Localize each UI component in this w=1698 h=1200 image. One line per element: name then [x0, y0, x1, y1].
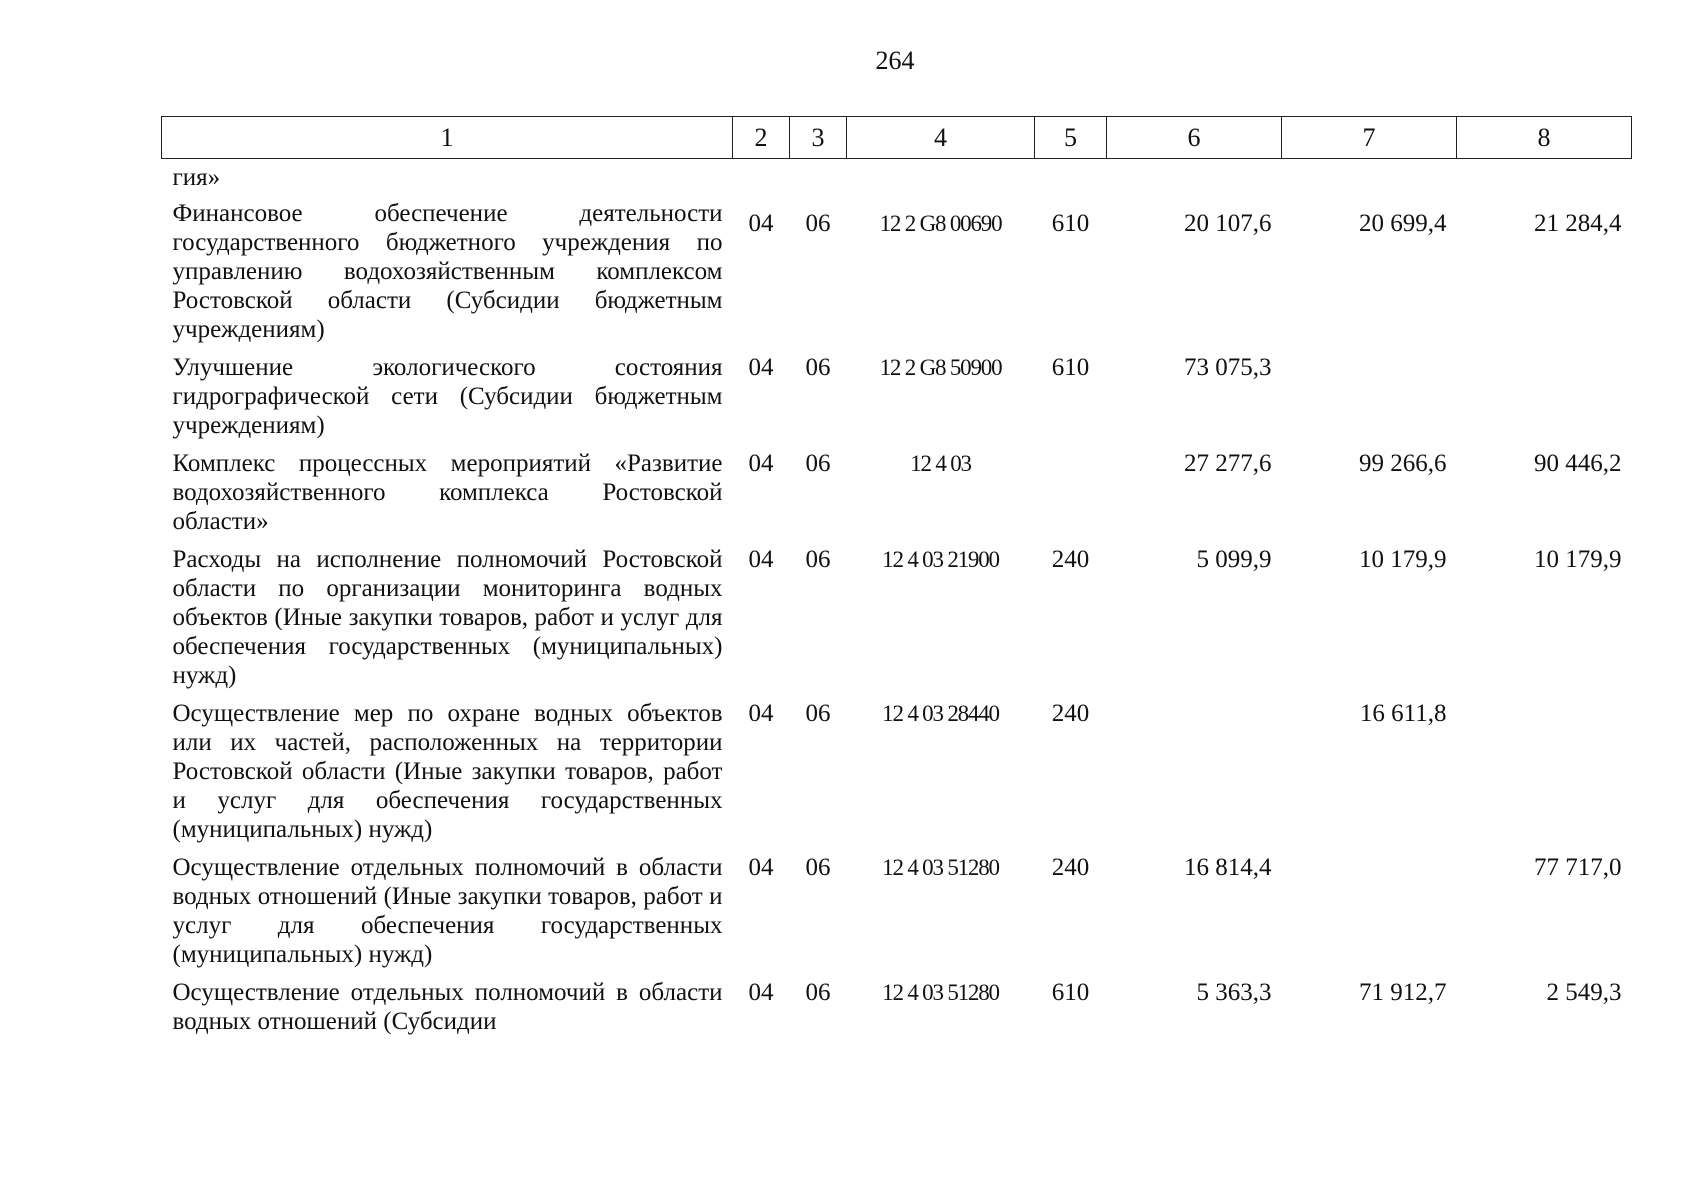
row-value-8: 2 549,3 [1546, 979, 1622, 1006]
row-section: 04 [748, 210, 774, 237]
table-row [162, 449, 1632, 545]
row-section: 04 [748, 700, 774, 727]
row-value-6: 27 277,6 [1184, 450, 1272, 477]
row-value-6: 73 075,3 [1184, 354, 1272, 381]
column-header: 5 [1035, 117, 1107, 159]
row-value-6: 5 099,9 [1196, 546, 1272, 573]
continuation-row [162, 159, 1632, 200]
row-target-code: 12 4 03 28440 [882, 701, 999, 726]
row-subsection: 06 [805, 354, 831, 381]
row-expense-type: 610 [1051, 354, 1090, 381]
row-name: Финансовое обеспечение деятельности государственного бюджетного учреждения по управлению водохозяйственным комплексом Ростовской области (Субсидии бюджетным учреждениям) [172, 200, 723, 343]
column-header: 3 [790, 117, 847, 159]
row-expense-type: 610 [1051, 979, 1090, 1006]
row-expense-type: 240 [1051, 546, 1090, 573]
row-value-8 [1457, 699, 1632, 853]
row-name: Расходы на исполнение полномочий Ростовской области по организации мониторинга водных объектов (Иные закупки товаров, работ и услуг для обеспечения государственных (муниципальных) нужд) [172, 546, 723, 689]
row-target-code: 12 2 G8 50900 [879, 355, 1002, 380]
row-target-code: 12 2 G8 00690 [879, 211, 1002, 236]
row-section: 04 [748, 854, 774, 881]
row-target-code: 12 4 03 51280 [882, 855, 999, 880]
row-value-8: 10 179,9 [1534, 546, 1622, 573]
column-header: 7 [1282, 117, 1457, 159]
table-row [162, 699, 1632, 853]
row-value-8: 77 717,0 [1534, 854, 1622, 881]
row-target-code: 12 4 03 51280 [882, 980, 999, 1005]
row-value-6: 20 107,6 [1184, 210, 1272, 237]
row-subsection: 06 [805, 210, 831, 237]
row-value-7 [1282, 353, 1457, 449]
row-subsection: 06 [805, 450, 831, 477]
row-section: 04 [748, 979, 774, 1006]
row-value-8 [1457, 353, 1632, 449]
row-value-7 [1282, 853, 1457, 978]
column-header: 2 [733, 117, 790, 159]
column-header: 8 [1457, 117, 1632, 159]
table-row [162, 978, 1632, 1045]
row-value-7: 10 179,9 [1359, 546, 1447, 573]
column-header: 1 [162, 117, 733, 159]
row-value-7: 20 699,4 [1359, 210, 1447, 237]
row-name: Осуществление отдельных полномочий в области водных отношений (Субсидии [172, 979, 723, 1035]
row-value-6: 16 814,4 [1184, 854, 1272, 881]
row-expense-type: 240 [1051, 854, 1090, 881]
continuation-text: гия» [172, 164, 221, 191]
row-value-8: 90 446,2 [1534, 450, 1622, 477]
row-value-6 [1107, 699, 1282, 853]
row-target-code: 12 4 03 [910, 451, 971, 476]
row-name: Улучшение экологического состояния гидрографической сети (Субсидии бюджетным учреждениям) [172, 354, 723, 439]
row-value-7: 99 266,6 [1359, 450, 1447, 477]
row-value-6: 5 363,3 [1196, 979, 1272, 1006]
row-value-7: 16 611,8 [1359, 700, 1447, 727]
page-number: 264 [875, 46, 915, 75]
row-name: Осуществление отдельных полномочий в области водных отношений (Иные закупки товаров, работ и услуг для обеспечения государственных (муниципальных) нужд) [172, 854, 723, 968]
table-row [162, 853, 1632, 978]
row-section: 04 [748, 450, 774, 477]
row-subsection: 06 [805, 700, 831, 727]
table-row [162, 545, 1632, 699]
column-header: 4 [847, 117, 1035, 159]
row-name: Осуществление мер по охране водных объектов или их частей, расположенных на территории Ростовской области (Иные закупки товаров, работ и услуг для обеспечения государственных (муниципальных) нужд) [172, 700, 723, 843]
table-header [162, 117, 1632, 159]
table-body [162, 159, 1632, 1046]
row-target-code: 12 4 03 21900 [882, 547, 999, 572]
row-expense-type [1035, 449, 1107, 545]
row-section: 04 [748, 354, 774, 381]
table-row [162, 199, 1632, 353]
table-row [162, 353, 1632, 449]
row-section: 04 [748, 546, 774, 573]
budget-table [161, 116, 1632, 1045]
column-header: 6 [1107, 117, 1282, 159]
row-value-7: 71 912,7 [1359, 979, 1447, 1006]
row-expense-type: 610 [1051, 210, 1090, 237]
row-name: Комплекс процессных мероприятий «Развитие водохозяйственного комплекса Ростовской области» [172, 450, 723, 535]
row-expense-type: 240 [1051, 700, 1090, 727]
row-subsection: 06 [805, 854, 831, 881]
row-value-8: 21 284,4 [1534, 210, 1622, 237]
row-subsection: 06 [805, 546, 831, 573]
row-subsection: 06 [805, 979, 831, 1006]
